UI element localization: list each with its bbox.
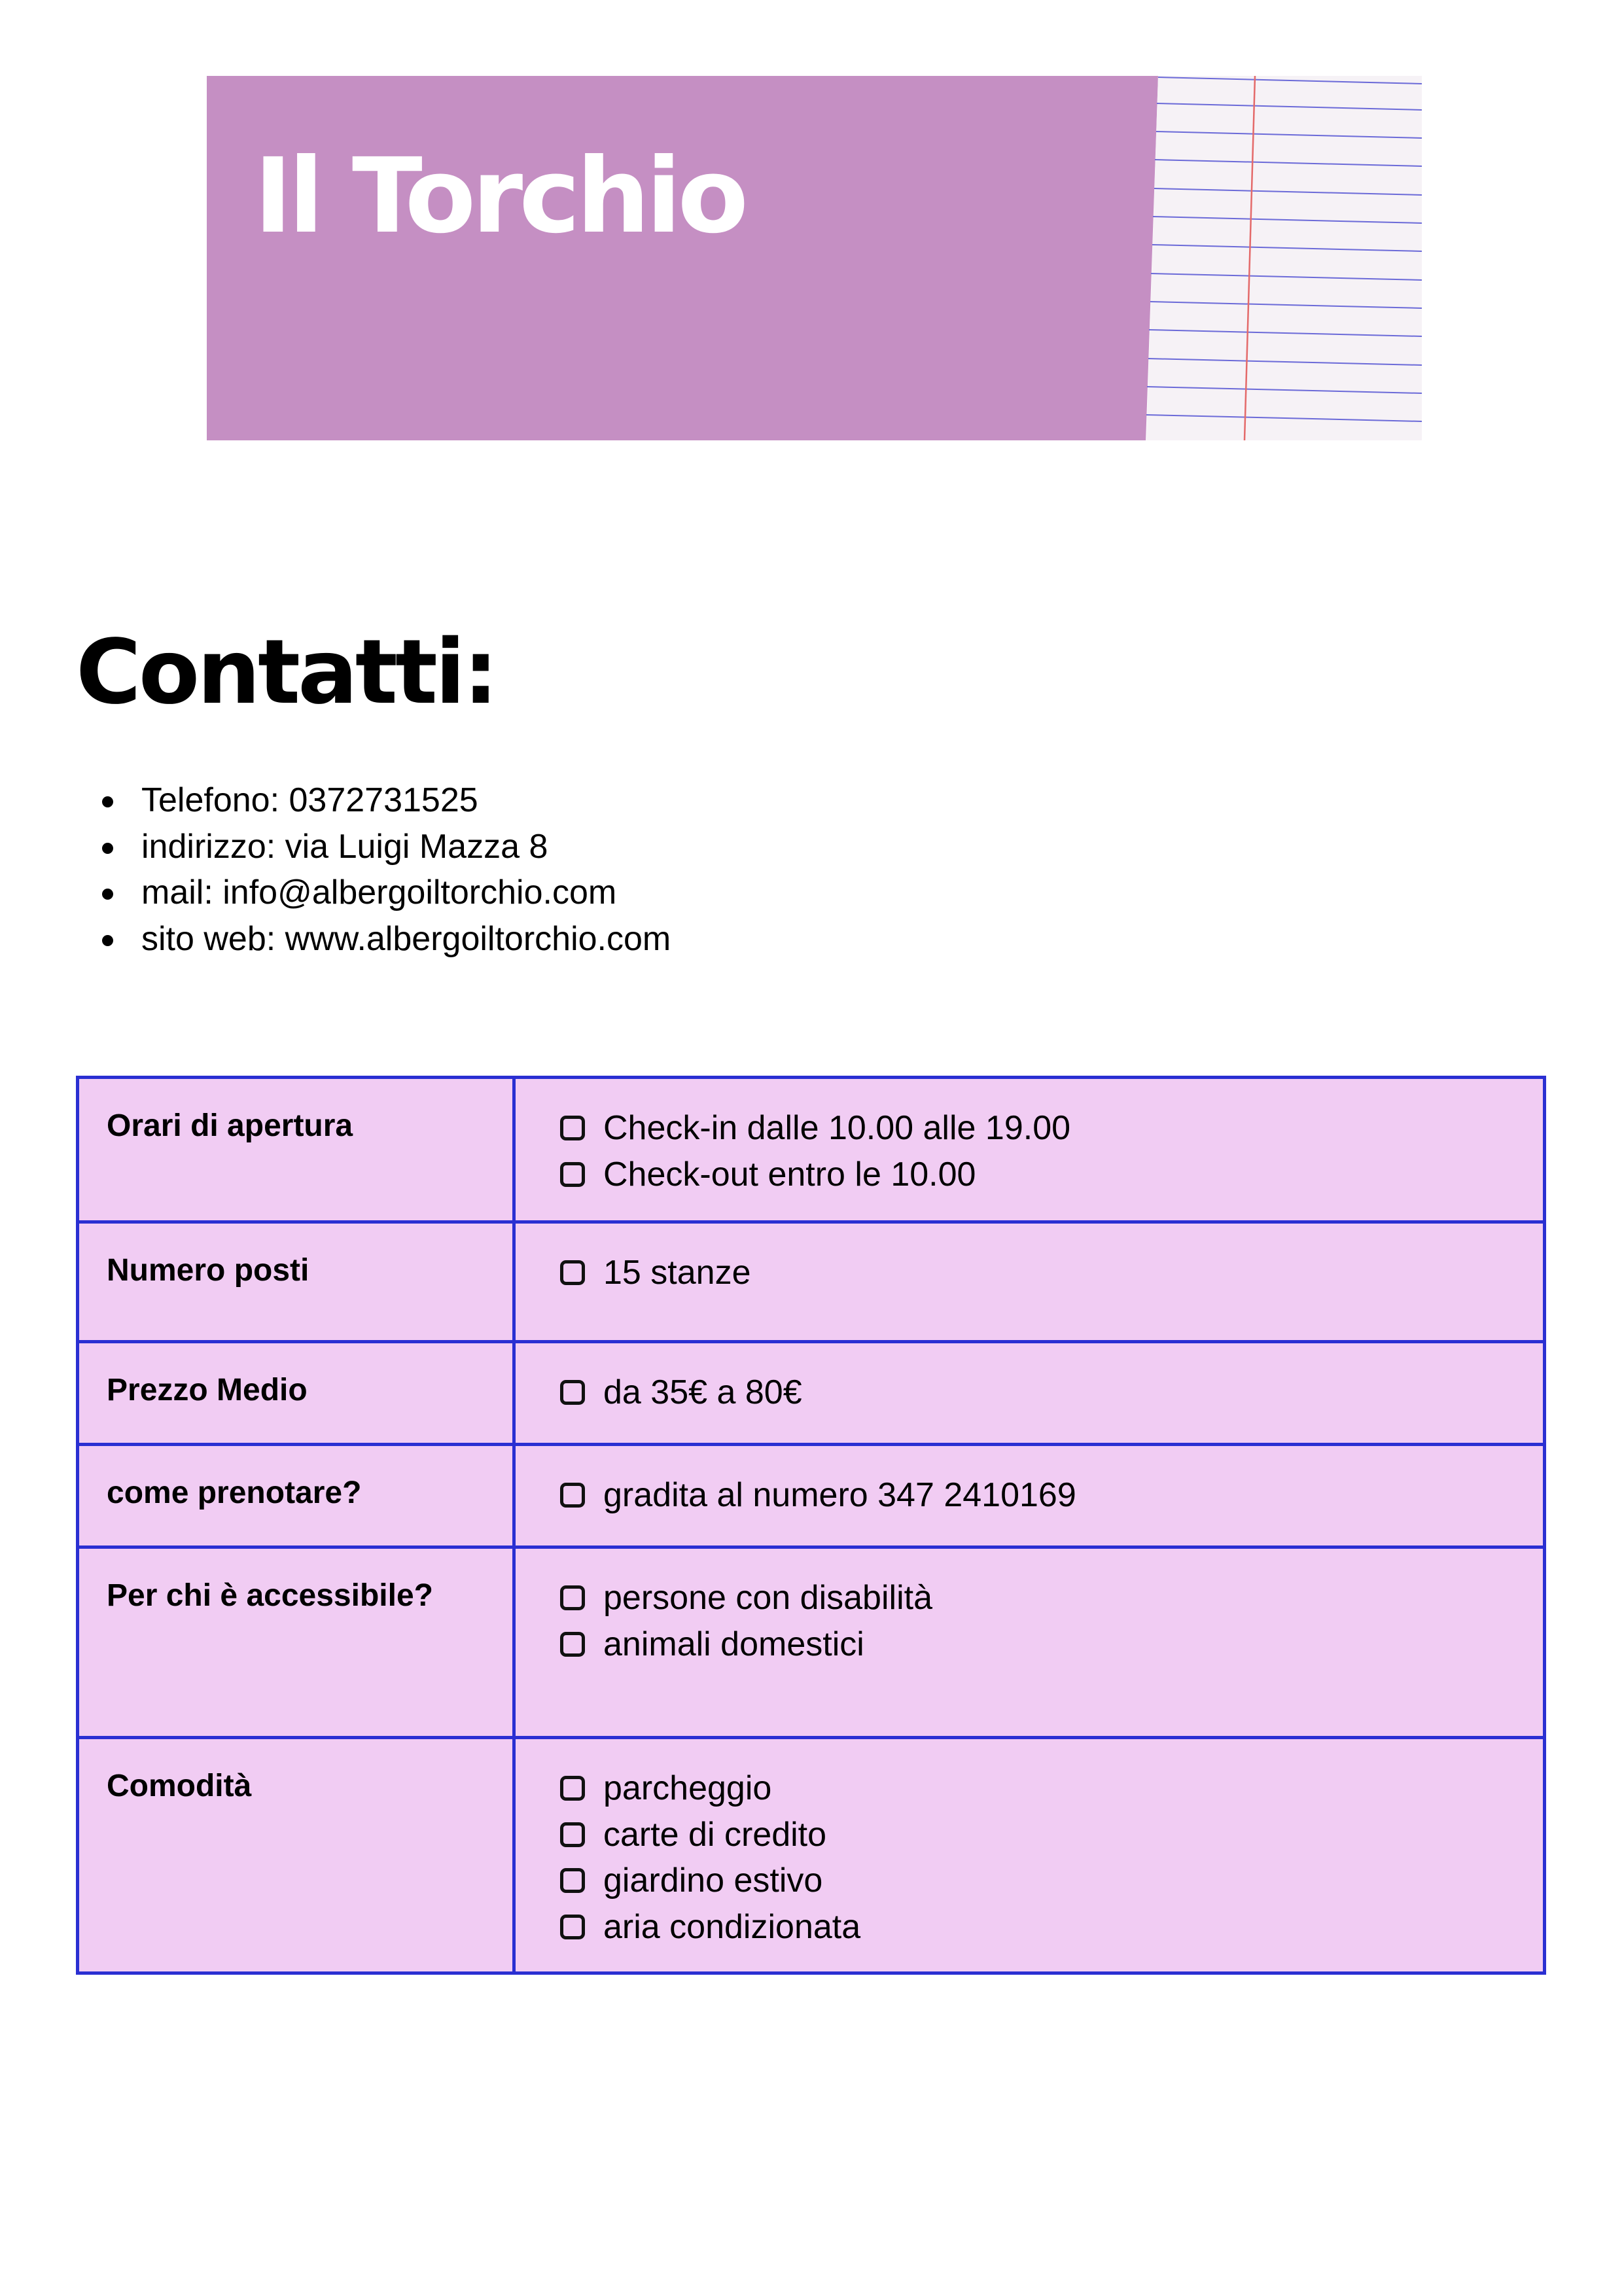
contact-phone: Telefono: 0372731525 [98, 777, 671, 824]
row-label-cell [78, 1445, 514, 1547]
checklist-item-label: aria condizionata [603, 1907, 861, 1946]
row-items-cell [514, 1342, 1545, 1445]
checkbox-icon[interactable] [560, 1116, 585, 1140]
row-label-cell [78, 1222, 514, 1342]
table-row-price [78, 1342, 1545, 1445]
checklist-item-label: giardino estivo [603, 1862, 823, 1900]
checklist-item [560, 1250, 1543, 1296]
checklist-item-label: 15 stanze [603, 1254, 751, 1292]
checklist-item-label: Check-in dalle 10.00 alle 19.00 [603, 1109, 1071, 1148]
checklist-item [560, 1765, 1543, 1812]
checkbox-icon[interactable] [560, 1162, 585, 1187]
header-banner [207, 76, 1422, 440]
checklist-item-label: parcheggio [603, 1769, 772, 1808]
checkbox-icon[interactable] [560, 1260, 585, 1285]
checkbox-icon[interactable] [560, 1822, 585, 1847]
checklist-item [560, 1904, 1543, 1951]
row-label: Comodità [107, 1769, 252, 1803]
contacts-heading: Contatti: [76, 621, 496, 724]
checklist-item-label: persone con disabilità [603, 1579, 932, 1617]
contact-address: indirizzo: via Luigi Mazza 8 [98, 824, 671, 870]
notebook-paper-decoration [1146, 76, 1422, 440]
row-items-cell [514, 1078, 1545, 1222]
banner-background [207, 76, 1158, 440]
checklist-item-label: carte di credito [603, 1815, 827, 1854]
checkbox-icon[interactable] [560, 1483, 585, 1508]
row-label-cell [78, 1078, 514, 1222]
checklist-item [560, 1369, 1543, 1416]
checklist-item-label: da 35€ a 80€ [603, 1373, 802, 1412]
checkbox-icon[interactable] [560, 1380, 585, 1405]
page-title: Il Torchio [254, 136, 745, 256]
contact-email: mail: info@albergoiltorchio.com [98, 870, 671, 916]
contact-website: sito web: www.albergoiltorchio.com [98, 916, 671, 963]
info-table [76, 1076, 1546, 1975]
checklist-item-label: Check-out entro le 10.00 [603, 1155, 976, 1193]
row-label-cell [78, 1547, 514, 1738]
row-items-cell [514, 1222, 1545, 1342]
checkbox-icon[interactable] [560, 1868, 585, 1893]
checklist-item [560, 1858, 1543, 1904]
checkbox-icon[interactable] [560, 1632, 585, 1657]
row-label: Orari di apertura [107, 1108, 353, 1143]
checkbox-icon[interactable] [560, 1915, 585, 1939]
checklist-item [560, 1575, 1543, 1621]
table-row-amenities [78, 1738, 1545, 1973]
row-items-cell [514, 1445, 1545, 1547]
checklist-item [560, 1105, 1543, 1152]
row-label: Per chi è accessibile? [107, 1578, 433, 1613]
table-row-accessibility [78, 1547, 1545, 1738]
row-label-cell [78, 1342, 514, 1445]
contact-list [98, 777, 671, 962]
row-items-cell [514, 1547, 1545, 1738]
checkbox-icon[interactable] [560, 1585, 585, 1610]
checklist-item [560, 1152, 1543, 1198]
checklist-item [560, 1621, 1543, 1668]
checklist-item-label: gradita al numero 347 2410169 [603, 1476, 1076, 1515]
row-label-cell [78, 1738, 514, 1973]
row-label: Numero posti [107, 1253, 309, 1288]
table-row-seats [78, 1222, 1545, 1342]
table-row-opening-hours [78, 1078, 1545, 1222]
checklist-item [560, 1472, 1543, 1519]
checklist-item [560, 1812, 1543, 1858]
row-label: come prenotare? [107, 1475, 362, 1510]
checklist-item-label: animali domestici [603, 1625, 864, 1663]
checkbox-icon[interactable] [560, 1776, 585, 1801]
table-row-booking [78, 1445, 1545, 1547]
row-items-cell [514, 1738, 1545, 1973]
row-label: Prezzo Medio [107, 1373, 308, 1407]
